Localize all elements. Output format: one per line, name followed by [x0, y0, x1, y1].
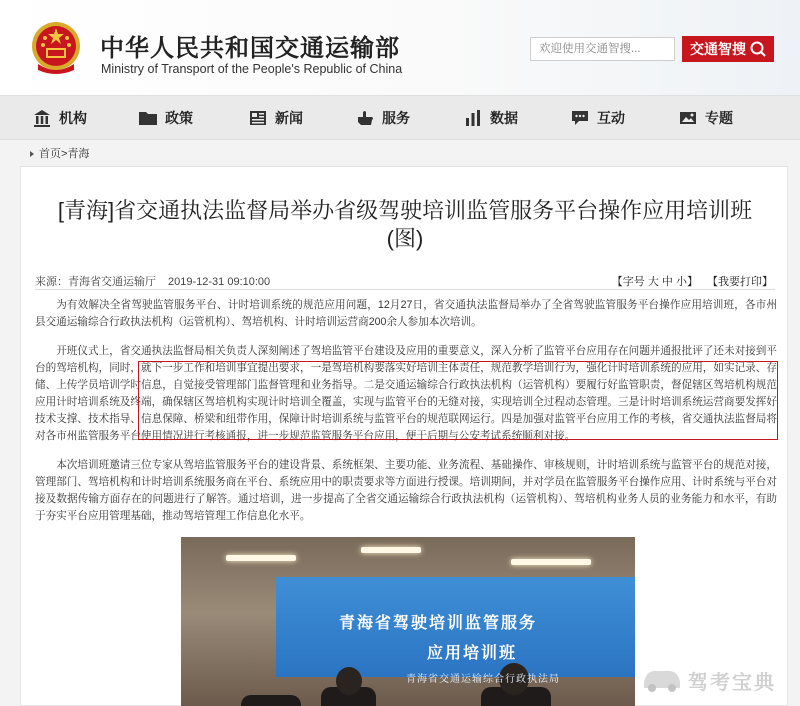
article-paragraph-2: 开班仪式上，省交通执法监督局相关负责人深刻阐述了驾培监管平台建设及应用的重要意义，深入分析了监管平台应用存在问题并通报批评了还未对接到平台的驾培机构，同时，就下一步工作和培训事宜提出要求，一是驾培机构要落实好培训主体责任，规范教学培训行为，强化计时培训系统的应用，如实记录、存储、上传学员培训学时信息，自觉接受管理部门监督管理和业务指导。二是交通运输综合行政执法机构（运管机构）要履行好监管职责，督促辖区驾培机构规范应用计时培训系统及终端，确保辖区驾培机构实现计时培训全覆盖，实现与监管平台的无缝对接，实现培训全过程动态管理。三是计时培训系统运营商要发挥好技术支撑、技术指导、信息保障、桥梁和纽带作用，保障计时培训系统与监管平台的规范联网运行。四是加强对监管平台应用工作的考核，省交通执法监督局将对各市州监管服务平台使用情况进行考核通报，进一步规范监管服务平台应用，便于后期与公安考试系统顺利对接。 [35, 345, 777, 442]
nav-item-service[interactable] [355, 96, 410, 140]
search-icon [749, 40, 767, 58]
ceiling-light [226, 555, 296, 561]
bar-chart-icon [463, 108, 483, 128]
site-title-english: Ministry of Transport of the People's Republic of China [101, 62, 403, 76]
nav-label: 政策 [165, 110, 193, 126]
attendee-head [336, 667, 362, 695]
article-title [21, 197, 789, 253]
font-size-large-link[interactable]: 大 [647, 276, 659, 288]
article-title-line1: [青海]省交通执法监督局举办省级驾驶培训监管服务平台操作应用培训班 [57, 198, 753, 223]
search-button-label: 交通智搜 [690, 41, 746, 57]
nav-item-data[interactable] [463, 96, 518, 140]
folder-icon [138, 108, 158, 128]
nav-label: 专题 [705, 110, 733, 126]
article-paragraph-3: 本次培训班邀请三位专家从驾培监管服务平台的建设背景、系统框架、主要功能、业务流程、基础操作、审核规则，计时培训系统与监管平台的规范对接，管理部门、驾培机构和计时培训系统服务商在平台、系统应用中的职责要求等方面进行授课。培训期间，并对学员在监管服务平台操作应用、计时系统与平台对接及数据传输方面存在的问题进行了解答。通过培训，进一步提高了全省交通运输综合行政执法机构（运管机构）、驾培机构业务人员的业务能力和水平，有助于夯实平台应用管理基础，推动驾培管理工作信息化水平。 [35, 459, 777, 522]
article-tools [612, 273, 773, 289]
watermark [640, 660, 800, 700]
banner-text-line2: 应用培训班 [427, 645, 518, 662]
breadcrumb-current-link[interactable]: 青海 [67, 148, 90, 160]
main-nav [0, 96, 800, 140]
font-size-label: 【字号 [611, 276, 645, 288]
nav-item-institution[interactable] [32, 96, 87, 140]
nav-item-news[interactable] [248, 96, 303, 140]
newspaper-icon [248, 108, 268, 128]
search-input[interactable]: 欢迎使用交通智搜... [530, 37, 675, 61]
national-emblem-icon[interactable] [30, 20, 82, 76]
nav-label: 服务 [382, 110, 410, 126]
attendee [241, 695, 301, 706]
ceiling-light [361, 547, 421, 553]
hand-icon [355, 108, 375, 128]
image-icon [678, 108, 698, 128]
article-title-line2: (图) [386, 226, 424, 251]
nav-item-topics[interactable] [678, 96, 733, 140]
meta-divider [35, 289, 775, 290]
article-date: 2019-12-31 09:10:00 [168, 276, 271, 288]
font-size-small-link[interactable]: 小 [675, 276, 687, 288]
nav-label: 互动 [597, 110, 625, 126]
site-header [0, 0, 800, 96]
breadcrumb [30, 145, 89, 161]
caret-right-icon [30, 151, 34, 157]
search-button[interactable] [682, 36, 774, 62]
breadcrumb-separator: > [61, 148, 68, 160]
chat-icon [570, 108, 590, 128]
ceiling-light [511, 559, 591, 565]
nav-label: 数据 [490, 110, 518, 126]
breadcrumb-home-link[interactable]: 首页 [39, 148, 61, 160]
nav-label: 机构 [59, 110, 87, 126]
banner-text-line1: 青海省驾驶培训监管服务 [339, 615, 538, 632]
article-meta [35, 273, 270, 289]
institution-icon [32, 108, 52, 128]
site-title[interactable]: 中华人民共和国交通运输部 [100, 35, 400, 62]
watermark-text: 驾考宝典 [688, 672, 776, 694]
font-size-medium-link[interactable]: 中 [661, 276, 673, 288]
article-source: 来源：青海省交通运输厅 [35, 276, 156, 288]
nav-item-interaction[interactable] [570, 96, 625, 140]
nav-item-policy[interactable] [138, 96, 193, 140]
banner-text-line3: 青海省交通运输综合行政执法局 [406, 674, 560, 685]
font-size-close: 】 [686, 276, 698, 288]
print-link[interactable]: 【我要打印】 [707, 276, 773, 288]
article-paragraph-1: 为有效解决全省驾驶监管服务平台、计时培训系统的规范应用问题，12月27日，省交通执法监督局举办了全省驾驶监管服务平台操作应用培训班，各市州县交通运输综合行政执法机构（运管机构）、驾培机构、计时培训运营商200余人参加本次培训。 [35, 299, 777, 328]
nav-label: 新闻 [275, 110, 303, 126]
car-icon [640, 664, 684, 694]
